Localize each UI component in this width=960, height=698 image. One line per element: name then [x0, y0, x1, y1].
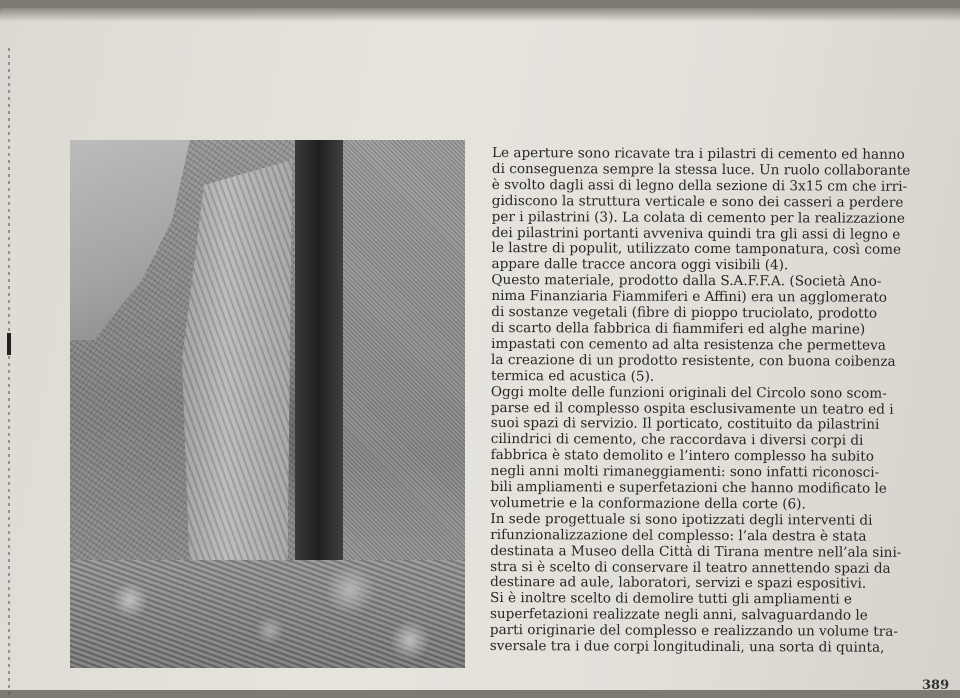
text-line: gidiscono la struttura verticale e sono dei casseri a perdere [491, 192, 904, 211]
text-line: appare dalle tracce ancora oggi visibili (4). [491, 256, 789, 274]
text-line: parti originarie del complesso e realizzando un volume tra- [489, 622, 898, 640]
page-top-shadow [0, 8, 960, 22]
text-line: In sede progettuale si sono ipotizzati degli interventi di [490, 510, 873, 529]
text-line: di sostanze vegetali (fibre di pioppo truciolato, prodotto [491, 304, 878, 322]
text-line: termica ed acustica (5). [490, 367, 655, 385]
text-line: parse ed il complesso ospita esclusivamente un teatro ed i [490, 399, 894, 418]
text-line: fabbrica è stato demolito e l’intero complesso ha subito [490, 447, 874, 465]
text-line: negli anni molti rimaneggiamenti: sono infatti riconosci- [490, 463, 880, 481]
photo-wooden-board [295, 140, 343, 580]
text-line: Oggi molte delle funzioni originali del Circolo sono scom- [490, 383, 887, 402]
page-left-edge [8, 48, 10, 698]
book-page [0, 8, 960, 690]
text-line: cilindrici di cemento, che raccordava i diversi corpi di [490, 431, 864, 449]
text-line: rifunzionalizzazione del complesso: l’ala destra è stata [490, 526, 867, 545]
text-line: destinata a Museo della Città di Tirana mentre nell’ala sini- [490, 542, 902, 561]
text-line: impastati con cemento ad alta resistenza che permetteva [491, 335, 886, 354]
text-line: Si è inoltre scelto di demolire tutti gli ampliamenti e [489, 590, 852, 608]
text-line: è svolto dagli assi di legno della sezione di 3x15 cm che irri- [491, 176, 908, 195]
text-line: sversale tra i due corpi longitudinali, una sorta di quinta, [489, 638, 885, 656]
text-line: superfetazioni realizzate negli anni, salvaguardando le [489, 606, 868, 624]
text-line: bili ampliamenti e superfetazioni che hanno modificato le [490, 479, 887, 497]
text-line: la creazione di un prodotto resistente, con buona coibenza [491, 351, 896, 370]
body-text-column [489, 145, 911, 657]
text-line: le lastre di populit, utilizzato come tamponatura, così come [491, 240, 902, 259]
page-number: 389 [922, 678, 950, 693]
photo-rubble [70, 560, 465, 668]
text-line: suoi spazi di servizio. Il porticato, costituito da pilastrini [490, 415, 880, 434]
text-line: Questo materiale, prodotto dalla S.A.F.F.A. (Società Ano- [491, 272, 882, 290]
text-line: destinare ad aule, laboratori, servizi e spazi espositivi. [490, 574, 867, 593]
text-line: di scarto della fabbrica di fiammiferi ed alghe marine) [491, 319, 866, 338]
photo-figure [70, 140, 465, 668]
text-line: nima Finanziaria Fiammiferi e Affini) era un agglomerato [491, 288, 888, 306]
page-edge-mark [7, 333, 11, 355]
text-line: dei pilastrini portanti avveniva quindi tra gli assi di legno e [491, 224, 901, 243]
text-line: stra si è scelto di conservare il teatro annettendo spazi da [490, 558, 891, 577]
text-line: di conseguenza sempre la stessa luce. Un ruolo collaborante [491, 160, 911, 179]
photo-wall-fragment [70, 140, 190, 340]
text-line: Le aperture sono ricavate tra i pilastri di cemento ed hanno [491, 145, 905, 163]
text-line: per i pilastrini (3). La colata di cemento per la realizzazione [491, 208, 905, 227]
text-line: volumetrie e la conformazione della corte (6). [490, 494, 806, 513]
